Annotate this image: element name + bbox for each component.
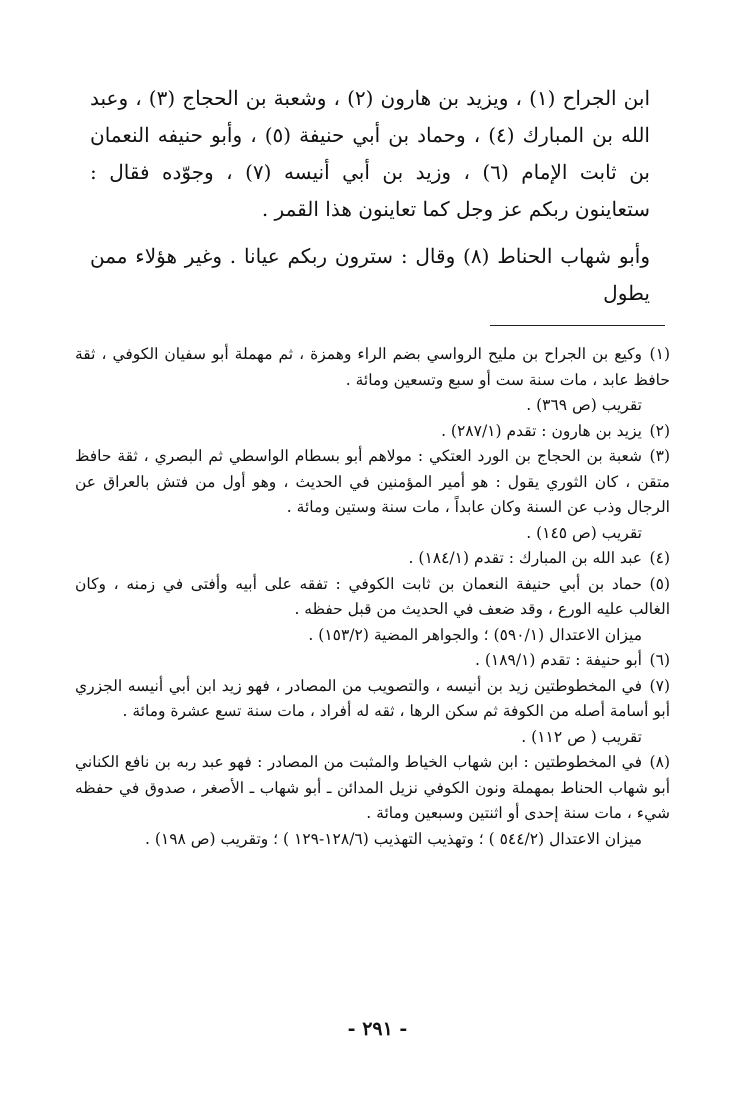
footnote-6 [75,648,670,674]
footnote-source: تقريب (ص ٣٦٩) . [526,396,642,414]
main-paragraph-1: ابن الجراح (١) ، ويزيد بن هارون (٢) ، وشعبة بن الحجاج (٣) ، وعبد الله بن المبارك (٤) ، وحماد بن أبي حنيفة (٥) ، وأبو حنيفه النعمان بن ثابت الإمام (٦) ، وزيد بن أبي أنيسه (٧) ، وجوّده فقال : ستعاينون ربكم عز وجل كما تعاينون هذا القمر . [90,86,651,221]
footnote-3 [75,444,670,546]
footnote-5 [75,572,670,649]
footnote-number: (٤) [649,549,670,567]
footnote-source: ميزان الاعتدال (٥٤٤/٢ ) ؛ وتهذيب التهذيب (١٢٨/٦-١٢٩ ) ؛ وتقريب (ص ١٩٨) . [144,829,642,848]
footnote-text: في المخطوطتين زيد بن أنيسه ، والتصويب من المصادر ، فهو زيد ابن أبي أنيسه الجزري أبو أسامة أصله من الكوفة ثم سكن الرها ، ثقه له أفراد ، مات سنة تسع عشرة ومائة . [75,676,670,720]
footnote-1 [75,342,670,419]
footnote-source: تقريب (ص ١٤٥) . [526,523,642,542]
footnote-4 [75,546,670,572]
footnotes [75,342,670,852]
page-number: - ٢٩١ - [347,1018,408,1040]
footnote-number: (٧) [649,676,670,695]
footnote-number: (١) [649,345,670,363]
footnote-number: (٢) [649,421,670,440]
footnote-text: في المخطوطتين : ابن شهاب الخياط والمثبت من المصادر : فهو عبد ربه بن نافع الكناني أبو شهاب الحناط بمهملة ونون الكوفي نزيل المدائن ـ أبو شهاب ـ الأصغر ، صدوق في حفظه شيء ، مات سنة إحدى أو اثنتين وسبعين ومائة . [75,753,670,822]
main-paragraph-2: وأبو شهاب الحناط (٨) وقال : سترون ربكم عيانا . وغير هؤلاء ممن يطول [90,244,651,305]
footnote-text: أبو حنيفة : تقدم (١٨٩/١) . [474,651,642,669]
footnote-number: (٥) [649,574,670,593]
footnote-text: وكيع بن الجراح بن مليح الرواسي بضم الراء وهمزة ، ثم مهملة أبو سفيان الكوفي ، ثقة حافظ عابد ، مات سنة ست أو سبع وتسعين ومائة . [75,345,670,389]
footnote-separator [490,325,665,326]
footnote-source: تقريب ( ص ١١٢) . [521,727,642,746]
footnote-text: عبد الله بن المبارك : تقدم (١٨٤/١) . [408,549,642,567]
footnote-text: يزيد بن هارون : تقدم (٢٨٧/١) . [441,421,642,440]
footnote-number: (٨) [649,753,670,771]
footnote-7 [75,674,670,751]
footnote-2 [75,419,670,445]
footnote-text: حماد بن أبي حنيفة النعمان بن ثابت الكوفي : تفقه على أبيه وأفتى في زمنه ، وكان الغالب عليه الورع ، وقد ضعف في الحديث من قبل حفظه . [75,574,670,618]
footnote-8 [75,750,670,852]
footnote-number: (٦) [649,651,670,669]
footnote-text: شعبة بن الحجاج بن الورد العتكي : مولاهم أبو بسطام الواسطي ثم البصري ، ثقة حافظ متقن ، كان الثوري يقول : هو أمير المؤمنين في الحديث ، وهو أول من فتش بالعراق عن الرجال وذب عن السنة وكان عابداً ، مات سنة وستين ومائة . [75,447,670,516]
main-text [90,80,650,312]
footnote-source: ميزان الاعتدال (٥٩٠/١) ؛ والجواهر المضية (١٥٣/٢) . [308,625,642,644]
footnote-number: (٣) [649,447,670,465]
